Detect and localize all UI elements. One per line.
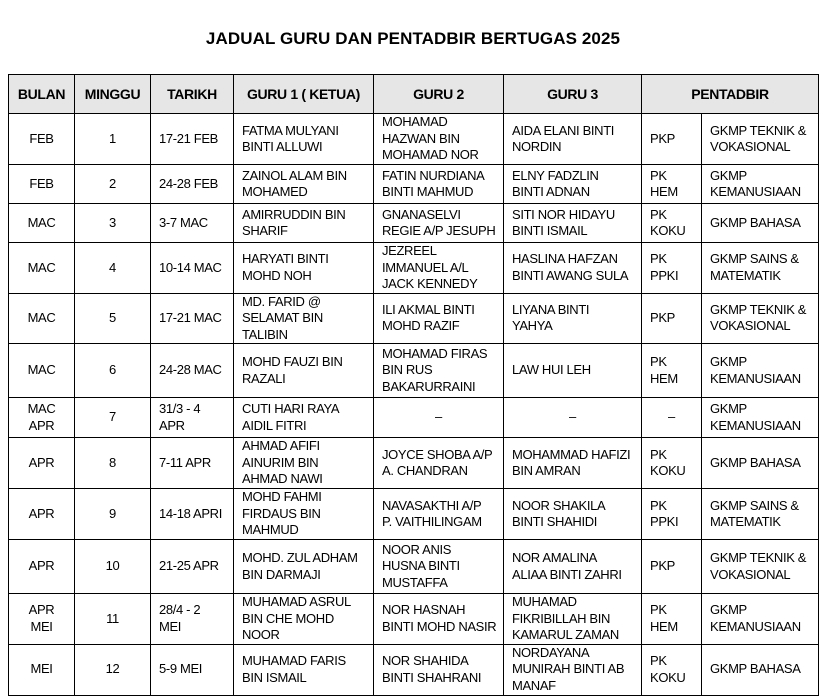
header-guru-2: GURU 2: [374, 75, 504, 114]
table-row: [9, 165, 819, 204]
cell-gkmp: GKMP BAHASA: [702, 204, 819, 243]
cell-tarikh: 24-28 MAC: [151, 344, 234, 398]
cell-bulan: MAC: [9, 243, 75, 294]
cell-tarikh: 5-9 MEI: [151, 644, 234, 695]
table-row: [9, 489, 819, 540]
table-row: [9, 243, 819, 294]
cell-tarikh: 24-28 FEB: [151, 165, 234, 204]
cell-bulan: FEB: [9, 114, 75, 165]
cell-pk: PKP: [642, 114, 702, 165]
cell-gkmp: GKMP SAINS & MATEMATIK: [702, 489, 819, 540]
cell-guru1: MD. FARID @ SELAMAT BIN TALIBIN: [234, 293, 374, 344]
cell-gkmp: GKMP BAHASA: [702, 438, 819, 489]
cell-bulan: MAC: [9, 293, 75, 344]
cell-tarikh: 28/4 - 2 MEI: [151, 594, 234, 645]
cell-guru3: LAW HUI LEH: [504, 344, 642, 398]
cell-guru2: ILI AKMAL BINTI MOHD RAZIF: [374, 293, 504, 344]
cell-minggu: 5: [75, 293, 151, 344]
cell-guru2: FATIN NURDIANA BINTI MAHMUD: [374, 165, 504, 204]
cell-pk: PK KOKU: [642, 644, 702, 695]
cell-guru1: MOHD FAUZI BIN RAZALI: [234, 344, 374, 398]
cell-gkmp: GKMP KEMANUSIAAN: [702, 344, 819, 398]
document-title: JADUAL GURU DAN PENTADBIR BERTUGAS 2025: [205, 29, 621, 48]
cell-guru2: NAVASAKTHI A/P P. VAITHILINGAM: [374, 489, 504, 540]
cell-bulan: MAC: [9, 344, 75, 398]
table-row: [9, 114, 819, 165]
cell-tarikh: 3-7 MAC: [151, 204, 234, 243]
cell-bulan: FEB: [9, 165, 75, 204]
table-row: [9, 594, 819, 645]
cell-minggu: 6: [75, 344, 151, 398]
cell-pk: PK PPKI: [642, 243, 702, 294]
table-row: [9, 293, 819, 344]
cell-guru3: AIDA ELANI BINTI NORDIN: [504, 114, 642, 165]
table-row: [9, 644, 819, 695]
table-row: [9, 344, 819, 398]
header-guru-1: GURU 1 ( KETUA): [234, 75, 374, 114]
cell-minggu: 12: [75, 644, 151, 695]
table-row: [9, 204, 819, 243]
cell-pk: PK HEM: [642, 165, 702, 204]
cell-guru2: NOOR ANIS HUSNA BINTI MUSTAFFA: [374, 540, 504, 594]
cell-guru2: MOHAMAD FIRAS BIN RUS BAKARURRAINI: [374, 344, 504, 398]
cell-guru1: AHMAD AFIFI AINURIM BIN AHMAD NAWI: [234, 438, 374, 489]
cell-guru3: –: [504, 398, 642, 438]
cell-tarikh: 7-11 APR: [151, 438, 234, 489]
cell-guru3: NORDAYANA MUNIRAH BINTI AB MANAF: [504, 644, 642, 695]
cell-tarikh: 14-18 APRI: [151, 489, 234, 540]
cell-guru2: NOR SHAHIDA BINTI SHAHRANI: [374, 644, 504, 695]
cell-bulan: MAC: [9, 204, 75, 243]
cell-guru2: NOR HASNAH BINTI MOHD NASIR: [374, 594, 504, 645]
cell-tarikh: 31/3 - 4 APR: [151, 398, 234, 438]
cell-minggu: 4: [75, 243, 151, 294]
cell-gkmp: GKMP KEMANUSIAAN: [702, 165, 819, 204]
cell-minggu: 9: [75, 489, 151, 540]
cell-pk: PK HEM: [642, 344, 702, 398]
cell-guru1: MUHAMAD ASRUL BIN CHE MOHD NOOR: [234, 594, 374, 645]
cell-bulan: APR: [9, 540, 75, 594]
cell-guru2: –: [374, 398, 504, 438]
cell-guru2: GNANASELVI REGIE A/P JESUPH: [374, 204, 504, 243]
cell-pk: PK KOKU: [642, 204, 702, 243]
table-row: [9, 438, 819, 489]
cell-minggu: 8: [75, 438, 151, 489]
header-bulan: BULAN: [9, 75, 75, 114]
cell-tarikh: 10-14 MAC: [151, 243, 234, 294]
cell-guru3: SITI NOR HIDAYU BINTI ISMAIL: [504, 204, 642, 243]
cell-tarikh: 21-25 APR: [151, 540, 234, 594]
cell-guru3: ELNY FADZLIN BINTI ADNAN: [504, 165, 642, 204]
cell-gkmp: GKMP KEMANUSIAAN: [702, 594, 819, 645]
cell-pk: PKP: [642, 293, 702, 344]
cell-bulan: MEI: [9, 644, 75, 695]
cell-bulan: APR MEI: [9, 594, 75, 645]
header-minggu: MINGGU: [75, 75, 151, 114]
cell-guru3: MUHAMAD FIKRIBILLAH BIN KAMARUL ZAMAN: [504, 594, 642, 645]
cell-gkmp: GKMP TEKNIK & VOKASIONAL: [702, 293, 819, 344]
cell-guru1: CUTI HARI RAYA AIDIL FITRI: [234, 398, 374, 438]
cell-gkmp: GKMP BAHASA: [702, 644, 819, 695]
cell-pk: PK KOKU: [642, 438, 702, 489]
table-row: [9, 540, 819, 594]
header-row: [9, 75, 819, 114]
header-pentadbir: PENTADBIR: [642, 75, 819, 114]
cell-minggu: 10: [75, 540, 151, 594]
cell-guru2: JEZREEL IMMANUEL A/L JACK KENNEDY: [374, 243, 504, 294]
cell-guru1: AMIRRUDDIN BIN SHARIF: [234, 204, 374, 243]
cell-gkmp: GKMP KEMANUSIAAN: [702, 398, 819, 438]
cell-guru1: MOHD FAHMI FIRDAUS BIN MAHMUD: [234, 489, 374, 540]
cell-guru1: MOHD. ZUL ADHAM BIN DARMAJI: [234, 540, 374, 594]
cell-pk: –: [642, 398, 702, 438]
cell-guru1: MUHAMAD FARIS BIN ISMAIL: [234, 644, 374, 695]
table-body: [9, 114, 819, 696]
duty-schedule-table: [8, 74, 819, 696]
cell-bulan: APR: [9, 489, 75, 540]
cell-guru3: LIYANA BINTI YAHYA: [504, 293, 642, 344]
cell-pk: PK PPKI: [642, 489, 702, 540]
cell-guru1: ZAINOL ALAM BIN MOHAMED: [234, 165, 374, 204]
header-tarikh: TARIKH: [151, 75, 234, 114]
cell-pk: PK HEM: [642, 594, 702, 645]
cell-tarikh: 17-21 FEB: [151, 114, 234, 165]
cell-gkmp: GKMP TEKNIK & VOKASIONAL: [702, 540, 819, 594]
cell-guru3: NOR AMALINA ALIAA BINTI ZAHRI: [504, 540, 642, 594]
cell-guru1: FATMA MULYANI BINTI ALLUWI: [234, 114, 374, 165]
cell-minggu: 1: [75, 114, 151, 165]
cell-minggu: 7: [75, 398, 151, 438]
cell-guru1: HARYATI BINTI MOHD NOH: [234, 243, 374, 294]
cell-bulan: MAC APR: [9, 398, 75, 438]
cell-guru2: MOHAMAD HAZWAN BIN MOHAMAD NOR: [374, 114, 504, 165]
cell-guru3: MOHAMMAD HAFIZI BIN AMRAN: [504, 438, 642, 489]
cell-guru2: JOYCE SHOBA A/P A. CHANDRAN: [374, 438, 504, 489]
cell-bulan: APR: [9, 438, 75, 489]
header-guru-3: GURU 3: [504, 75, 642, 114]
cell-minggu: 3: [75, 204, 151, 243]
cell-tarikh: 17-21 MAC: [151, 293, 234, 344]
cell-gkmp: GKMP TEKNIK & VOKASIONAL: [702, 114, 819, 165]
cell-pk: PKP: [642, 540, 702, 594]
cell-gkmp: GKMP SAINS & MATEMATIK: [702, 243, 819, 294]
table-row: [9, 398, 819, 438]
cell-minggu: 2: [75, 165, 151, 204]
cell-guru3: NOOR SHAKILA BINTI SHAHIDI: [504, 489, 642, 540]
cell-guru3: HASLINA HAFZAN BINTI AWANG SULA: [504, 243, 642, 294]
cell-minggu: 11: [75, 594, 151, 645]
